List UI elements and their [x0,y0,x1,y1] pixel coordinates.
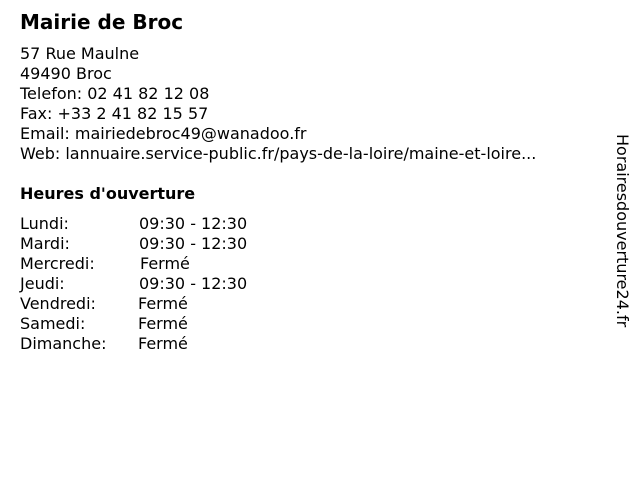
phone-number: Telefon: 02 41 82 12 08 [20,84,210,103]
fax-number: Fax: +33 2 41 82 15 57 [20,104,209,123]
day-label: Dimanche: [20,334,107,353]
hours-value: 09:30 - 12:30 [139,214,248,233]
website-link[interactable]: Web: lannuaire.service-public.fr/pays-de-la-loire/maine-et-loire... [20,144,537,163]
day-label: Jeudi: [20,274,65,293]
opening-hours-heading: Heures d'ouverture [20,184,196,203]
hours-value: Fermé [140,254,190,273]
city-postcode: 49490 Broc [20,64,112,83]
day-label: Mercredi: [20,254,95,273]
email-address: Email: mairiedebroc49@wanadoo.fr [20,124,307,143]
hours-value: Fermé [138,334,188,353]
hours-value: 09:30 - 12:30 [139,234,248,253]
day-label: Samedi: [20,314,86,333]
site-brand-watermark: Horairesdouverture24.fr [613,134,632,328]
day-label: Mardi: [20,234,70,253]
day-label: Lundi: [20,214,69,233]
street-address: 57 Rue Maulne [20,44,140,63]
hours-value: Fermé [138,294,188,313]
hours-value: Fermé [138,314,188,333]
day-label: Vendredi: [20,294,96,313]
contact-block [20,44,536,164]
hours-value: 09:30 - 12:30 [139,274,248,293]
page-title: Mairie de Broc [20,10,184,34]
